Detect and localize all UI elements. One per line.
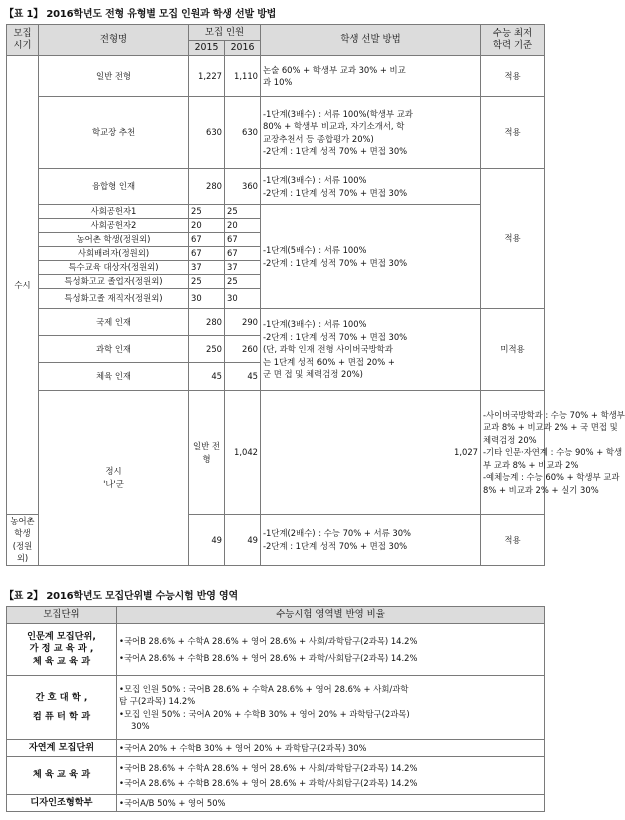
value-2016: 260 bbox=[225, 336, 261, 363]
table-row bbox=[7, 740, 545, 757]
header-2016: 2016 bbox=[225, 41, 261, 56]
header-recruit: 모집 인원 bbox=[189, 25, 261, 41]
value-2015: 280 bbox=[189, 309, 225, 336]
value-2016: 45 bbox=[225, 363, 261, 391]
ratio-text: •국어A/B 50% + 영어 50% bbox=[117, 795, 545, 812]
type-name: 국제 인재 bbox=[39, 309, 189, 336]
table1-title: 【표 1】 2016학년도 전형 유형별 모집 인원과 학생 선발 방법 bbox=[4, 9, 277, 20]
value-2016: 67 bbox=[225, 247, 261, 261]
value-2015: 20 bbox=[189, 219, 225, 233]
value-2016: 49 bbox=[225, 515, 261, 566]
unit-name: 체 육 교 육 과 bbox=[7, 757, 117, 795]
value-2016: 1,110 bbox=[225, 56, 261, 97]
value-2015: 45 bbox=[189, 363, 225, 391]
csat-status: 적용 bbox=[481, 56, 545, 97]
period-jeongsi: 정시 '나'군 bbox=[39, 391, 189, 566]
value-2016: 1,027 bbox=[261, 391, 481, 515]
ratio-text: •국어B 28.6% + 수학A 28.6% + 영어 28.6% + 사회/과학탐구(2과목) 14.2% •국어A 28.6% + 수학B 28.6% + 영어 28.6% + 과학/사회탐구(2과목) 14.2% bbox=[117, 624, 545, 676]
selection-method: -1단계(3배수) : 서류 100% -2단계 : 1단계 성적 70% + 면접 30% bbox=[261, 169, 481, 205]
value-2016: 360 bbox=[225, 169, 261, 205]
ratio-text: •국어B 28.6% + 수학A 28.6% + 영어 28.6% + 사회/과학탐구(2과목) 14.2% •국어A 28.6% + 수학B 28.6% + 영어 28.6% + 과학/사회탐구(2과목) 14.2% bbox=[117, 757, 545, 795]
header-period: 모집 시기 bbox=[7, 25, 39, 56]
type-name: 특성화고졸 재직자(정원외) bbox=[39, 289, 189, 309]
selection-method: -1단계(3배수) : 서류 100% -2단계 : 1단계 성적 70% + 면접 30% (단, 과학 인재 전형 사이버국방학과 는 1단계 성적 60% + 면접 20% + 군 면 접 및 체력검정 20%) bbox=[261, 309, 481, 391]
selection-method: 논술 60% + 학생부 교과 30% + 비교 과 10% bbox=[261, 56, 481, 97]
value-2016: 30 bbox=[225, 289, 261, 309]
csat-status: 미적용 bbox=[481, 309, 545, 391]
value-2016: 630 bbox=[225, 97, 261, 169]
table-row bbox=[7, 757, 545, 795]
type-name: 농어촌 학생(정원외) bbox=[39, 233, 189, 247]
value-2015: 30 bbox=[189, 289, 225, 309]
value-2016: 290 bbox=[225, 309, 261, 336]
admission-table bbox=[6, 24, 625, 566]
table-row bbox=[7, 676, 545, 740]
csat-status: 적용 bbox=[481, 169, 545, 309]
csat-ratio-table bbox=[6, 606, 545, 812]
selection-method: -1단계(2배수) : 수능 70% + 서류 30% -2단계 : 1단계 성적 70% + 면접 30% bbox=[261, 515, 481, 566]
value-2015: 67 bbox=[189, 247, 225, 261]
unit-name: 자연계 모집단위 bbox=[7, 740, 117, 757]
period-susi: 수시 bbox=[7, 56, 39, 515]
value-2016: 25 bbox=[225, 275, 261, 289]
table-row bbox=[7, 795, 545, 812]
header-csat: 수능 최저 학력 기준 bbox=[481, 25, 545, 56]
table-row bbox=[7, 205, 545, 219]
csat-status: 적용 bbox=[481, 515, 545, 566]
table-row bbox=[7, 56, 545, 97]
type-name: 융합형 인재 bbox=[39, 169, 189, 205]
table-row bbox=[7, 169, 545, 205]
value-2015: 280 bbox=[189, 169, 225, 205]
type-name: 체육 인재 bbox=[39, 363, 189, 391]
selection-method: -1단계(3배수) : 서류 100%(학생부 교과 80% + 학생부 비교과, 자기소개서, 학 교장추천서 등 종합평가 20%) -2단계 : 1단계 성적 70% + 면접 30% bbox=[261, 97, 481, 169]
value-2016: 67 bbox=[225, 233, 261, 247]
unit-name: 디자인조형학부 bbox=[7, 795, 117, 812]
ratio-text: •국어A 20% + 수학B 30% + 영어 20% + 과학탐구(2과목) 30% bbox=[117, 740, 545, 757]
type-name: 일반 전형 bbox=[189, 391, 225, 515]
header-ratio: 수능시험 영역별 반영 비율 bbox=[117, 607, 545, 624]
value-2015: 37 bbox=[189, 261, 225, 275]
value-2016: 37 bbox=[225, 261, 261, 275]
value-2015: 49 bbox=[189, 515, 225, 566]
type-name: 사회공헌자2 bbox=[39, 219, 189, 233]
value-2015: 1,042 bbox=[225, 391, 261, 515]
header-unit: 모집단위 bbox=[7, 607, 117, 624]
header-method: 학생 선발 방법 bbox=[261, 25, 481, 56]
table2-title: 【표 2】 2016학년도 모집단위별 수능시험 반영 영역 bbox=[4, 591, 238, 602]
table-row bbox=[7, 391, 545, 515]
value-2015: 1,227 bbox=[189, 56, 225, 97]
value-2015: 25 bbox=[189, 205, 225, 219]
header-2015: 2015 bbox=[189, 41, 225, 56]
type-name: 과학 인재 bbox=[39, 336, 189, 363]
type-name: 학교장 추천 bbox=[39, 97, 189, 169]
table-row bbox=[7, 309, 545, 336]
ratio-text: •모집 인원 50% : 국어B 28.6% + 수학A 28.6% + 영어 28.6% + 사회/과학 탐 구(2과목) 14.2% •모집 인원 50% : 국어A 20% + 수학B 30% + 영어 20% + 과학탐구(2과목) 30% bbox=[117, 676, 545, 740]
unit-name: 인문계 모집단위, 가 정 교 육 과 , 체 육 교 육 과 bbox=[7, 624, 117, 676]
value-2015: 630 bbox=[189, 97, 225, 169]
selection-method: -사이버국방학과 : 수능 70% + 학생부 교과 8% + 비교과 2% + 국 면접 및 체력검정 20% -기타 인문·자연계 : 수능 90% + 학생 부 교과 8% + 비교과 2% -예체능계 : 수능 60% + 학생부 교과 8% + 비교과 2% + 실기 30% bbox=[481, 391, 545, 515]
header-type: 전형명 bbox=[39, 25, 189, 56]
type-name: 사회공헌자1 bbox=[39, 205, 189, 219]
type-name: 농어촌 학생(정원외) bbox=[7, 515, 39, 566]
value-2016: 25 bbox=[225, 205, 261, 219]
type-name: 특수교육 대상자(정원외) bbox=[39, 261, 189, 275]
selection-method: -1단계(5배수) : 서류 100% -2단계 : 1단계 성적 70% + 면접 30% bbox=[261, 205, 481, 309]
value-2016: 20 bbox=[225, 219, 261, 233]
value-2015: 25 bbox=[189, 275, 225, 289]
table-row bbox=[7, 624, 545, 676]
unit-name: 간 호 대 학 , 컴 퓨 터 학 과 bbox=[7, 676, 117, 740]
csat-status: 적용 bbox=[481, 97, 545, 169]
type-name: 특성화고교 졸업자(정원외) bbox=[39, 275, 189, 289]
value-2015: 67 bbox=[189, 233, 225, 247]
value-2015: 250 bbox=[189, 336, 225, 363]
table-row bbox=[7, 97, 545, 169]
type-name: 일반 전형 bbox=[39, 56, 189, 97]
type-name: 사회배려자(정원외) bbox=[39, 247, 189, 261]
